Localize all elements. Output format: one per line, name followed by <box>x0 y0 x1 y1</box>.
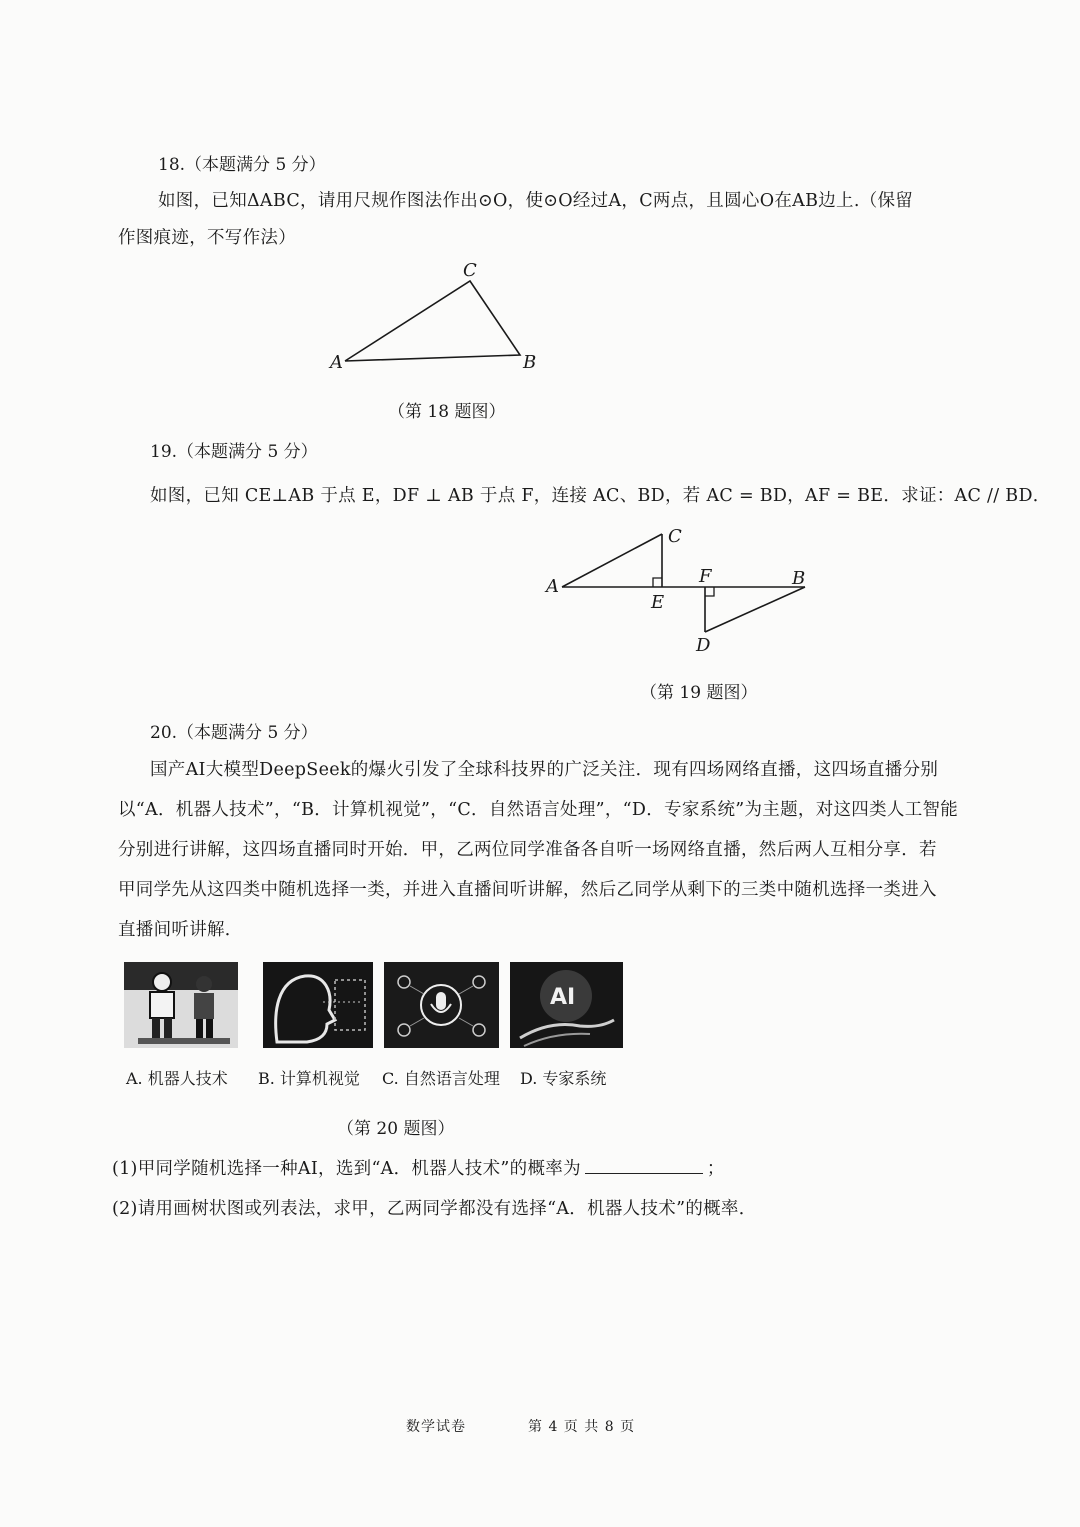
q20-header: 20.（本题满分 5 分） <box>150 723 318 743</box>
q18-header: 18.（本题满分 5 分） <box>158 155 326 175</box>
q18-text-line1: 如图，已知ΔABC，请用尺规作图法作出⊙O，使⊙O经过A，C两点，且圆心O在AB边上.（保留 <box>158 191 914 211</box>
q19-figure <box>540 520 820 660</box>
segment-ac <box>562 534 662 587</box>
q20-paragraph-line1: 国产AI大模型DeepSeek的爆火引发了全球科技界的广泛关注．现有四场网络直播，这四场直播分别 <box>150 760 939 780</box>
footer-page-number: 第 4 页 共 8 页 <box>528 1419 636 1435</box>
q19-header: 19.（本题满分 5 分） <box>150 442 318 462</box>
image-label-c: C. 自然语言处理 <box>382 1069 500 1088</box>
right-angle-e <box>653 578 662 587</box>
ai-hand-image <box>510 962 623 1048</box>
label-b: B <box>792 568 806 589</box>
q19-text: 如图，已知 CE⊥AB 于点 E，DF ⊥ AB 于点 F，连接 AC、BD，若 AC = BD，AF = BE．求证：AC // BD． <box>150 486 1051 506</box>
q19-caption: （第 19 题图） <box>640 683 758 703</box>
vision-head-image <box>263 962 373 1048</box>
label-d: D <box>696 635 711 656</box>
right-angle-f <box>705 587 714 596</box>
answer-blank[interactable] <box>585 1159 703 1174</box>
triangle-abc <box>345 281 520 361</box>
q20-paragraph-line5: 直播间听讲解． <box>118 920 243 940</box>
robots-image <box>124 962 238 1048</box>
label-a: A <box>330 352 343 373</box>
label-c: C <box>463 260 477 281</box>
footer-subject: 数学试卷 <box>406 1419 466 1435</box>
q20-paragraph-line2: 以“A．机器人技术”，“B．计算机视觉”，“C．自然语言处理”，“D．专家系统”为主题，对这四类人工智能 <box>118 800 959 820</box>
label-f: F <box>699 566 712 587</box>
q20-part1 <box>112 1155 725 1180</box>
q20-caption: （第 20 题图） <box>337 1119 455 1139</box>
q20-paragraph-line4: 甲同学先从这四类中随机选择一类，并进入直播间听讲解，然后乙同学从剩下的三类中随机选择一类进入 <box>118 880 937 900</box>
q20-paragraph-line3: 分别进行讲解，这四场直播同时开始．甲，乙两位同学准备各自听一场网络直播，然后两人互相分享．若 <box>118 840 937 860</box>
image-label-d: D. 专家系统 <box>520 1069 607 1088</box>
label-b: B <box>523 352 537 373</box>
q20-part2: (2)请用画树状图或列表法，求甲，乙两同学都没有选择“A．机器人技术”的概率． <box>112 1199 757 1219</box>
label-e: E <box>651 592 665 613</box>
label-a: A <box>546 576 559 597</box>
q18-text-line2: 作图痕迹，不写作法） <box>118 228 296 248</box>
q18-caption: （第 18 题图） <box>388 402 506 422</box>
q18-triangle-figure <box>320 255 550 380</box>
image-label-a: A. 机器人技术 <box>126 1069 228 1088</box>
image-label-b: B. 计算机视觉 <box>258 1069 360 1088</box>
q20-part1-text: (1)甲同学随机选择一种AI，选到“A．机器人技术”的概率为 <box>112 1159 581 1179</box>
ai-text: AI <box>550 985 576 1010</box>
segment-db <box>705 587 805 632</box>
microphone-network-image <box>384 962 499 1048</box>
q20-part1-end: ； <box>706 1159 725 1179</box>
label-c: C <box>668 526 682 547</box>
